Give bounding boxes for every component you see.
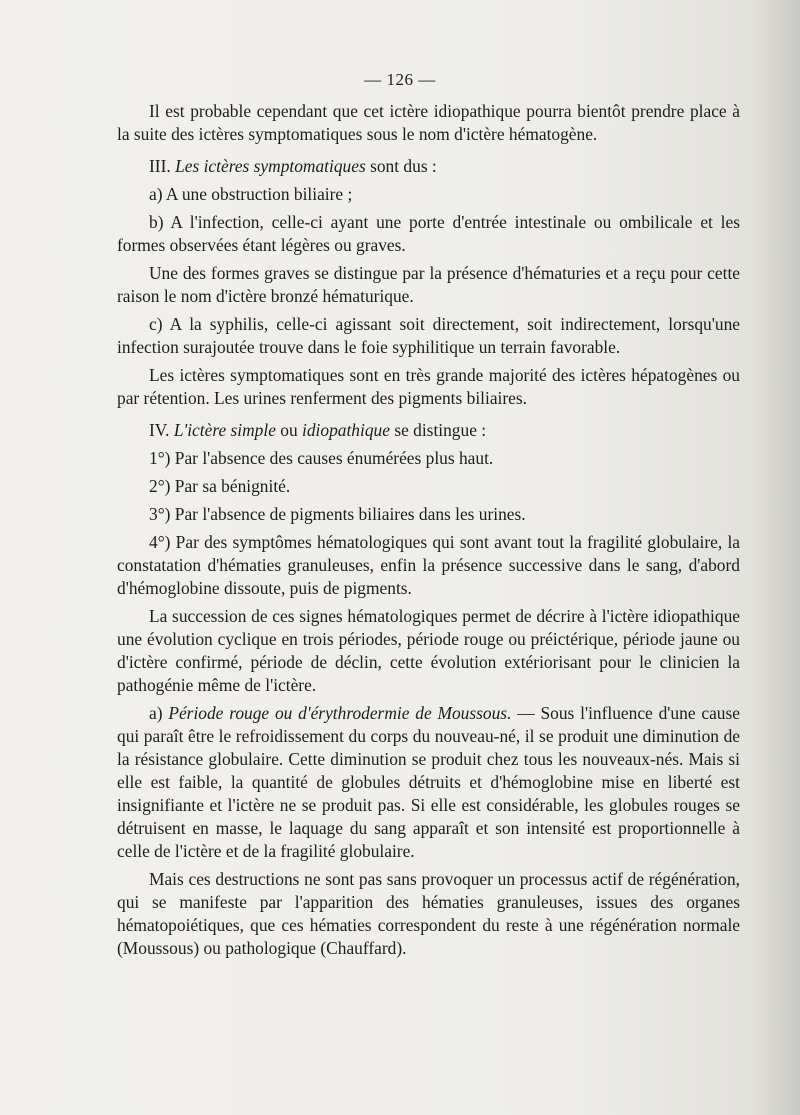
paragraph-criterion-4: 4°) Par des symptômes hématologiques qui sont avant tout la fragilité globulaire, la constatation d'hématies granuleuses, enfin la présence successive dans le sang, d'abord d'hémoglobine dissoute, puis de pigments. [117, 532, 740, 598]
section-title-idiopathique: idiopathique [302, 420, 390, 440]
period-label: a) [149, 703, 163, 723]
section-title-rest: sont dus : [370, 156, 437, 176]
paragraph-criterion-2: 2°) Par sa bénignité. [149, 476, 291, 496]
section-title-or: ou [280, 420, 298, 440]
paragraph-periode-rouge [117, 702, 740, 863]
paragraph-hematogene: Il est probable cependant que cet ictère idiopathique pourra bientôt prendre place à la suite des ictères symptomatiques sous le nom d'ictère hématogène. [117, 101, 740, 144]
section-title: Les ictères symptomatiques [175, 156, 366, 176]
paragraph-item-c: c) A la syphilis, celle-ci agissant soit directement, soit indirectement, lorsqu'une infection surajoutée trouve dans le foie syphilitique un terrain favorable. [117, 314, 740, 357]
section-numeral: III. [149, 156, 171, 176]
paragraph-regeneration: Mais ces destructions ne sont pas sans provoquer un processus actif de régénération, qui se manifeste par l'apparition des hématies granuleuses, issues des organes hématopoiétiques, que ces hématies correspondent du reste à une régénération normale (Moussous) ou pathologique (Chauffard). [117, 869, 740, 958]
paragraph-criterion-3: 3°) Par l'absence de pigments biliaires dans les urines. [149, 504, 526, 524]
section-title-simple: L'ictère simple [173, 420, 276, 440]
period-title: Période rouge ou d'érythrodermie de Moussous. [168, 703, 512, 723]
paragraph-item-b: b) A l'infection, celle-ci ayant une porte d'entrée intestinale ou ombilicale et les formes observées étant légères ou graves. [117, 212, 740, 255]
heading-ictere-symptomatiques [117, 155, 740, 178]
heading-ictere-simple [117, 419, 740, 442]
section-numeral: IV. [149, 420, 170, 440]
body-text [117, 100, 740, 965]
section-title-rest: se distingue : [394, 420, 487, 440]
paragraph-criterion-1: 1°) Par l'absence des causes énumérées plus haut. [149, 448, 494, 468]
paragraph-hepatogenes: Les ictères symptomatiques sont en très grande majorité des ictères hépatogènes ou par rétention. Les urines renferment des pigments biliaires. [117, 365, 740, 408]
paragraph-succession: La succession de ces signes hématologiques permet de décrire à l'ictère idiopathique une évolution cyclique en trois périodes, période rouge ou préictérique, période jaune ou d'ictère confirmé, période de déclin, cette évolution extériorisant pour le clinicien la pathogénie même de l'ictère. [117, 606, 740, 695]
paragraph-item-a: a) A une obstruction biliaire ; [149, 184, 353, 204]
paragraph-formes-graves: Une des formes graves se distingue par la présence d'hématuries et a reçu pour cette raison le nom d'ictère bronzé hématurique. [117, 263, 740, 306]
page-number: — 126 — [364, 70, 436, 89]
period-text: — Sous l'influence d'une cause qui paraît être le refroidissement du corps du nouveau-né, il se produit une diminution de la résistance globulaire. Cette diminution se produit chez tous les nouveaux-nés. Mais si elle est faible, la quantité de globules détruits et d'hémoglobine mise en liberté est insignifiante et l'ictère ne se produit pas. Si elle est considérable, les globules rouges se détruisent en masse, le laquage du sang apparaît et son intensité est proportionnelle à celle de l'ictère et de la fragilité globulaire. [117, 703, 740, 861]
